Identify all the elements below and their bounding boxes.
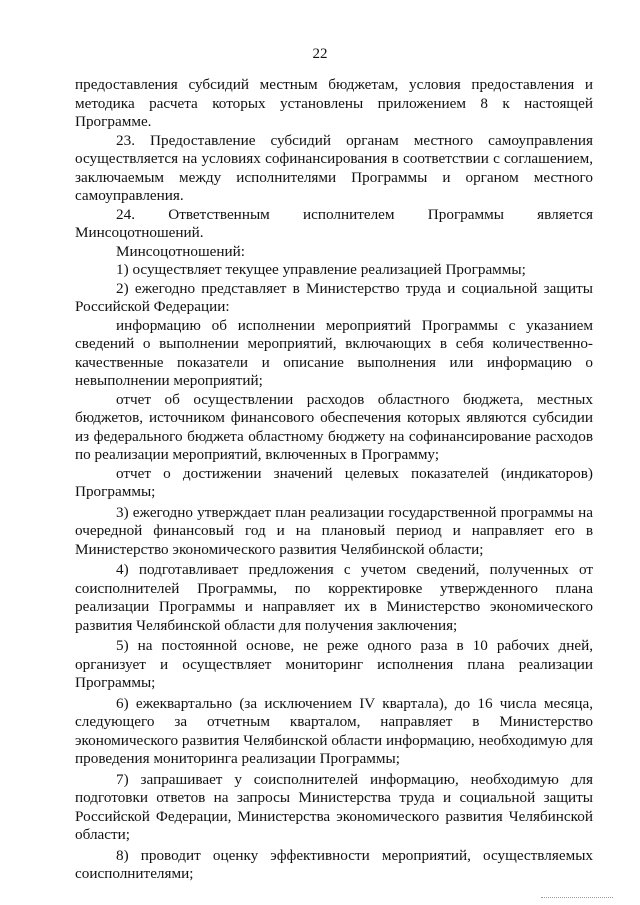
page-number: 22 [312, 46, 328, 62]
sub-item-indicators-report: отчет о достижении значений целевых показателей (индикаторов) Программы; [75, 464, 593, 500]
list-item-5: 5) на постоянной основе, не реже одного раза в 10 рабочих дней, организует и осуществляет мониторинг исполнения плана реализации Программы; [75, 637, 593, 691]
list-item-6: 6) ежеквартально (за исключением IV квартала), до 16 числа месяца, следующего за отчетным кварталом, направляет в Министерство экономического развития Челябинской области информацию, необходимую для проведения мониторинга реализации Программы; [75, 694, 593, 767]
sub-item-expense-report: отчет об осуществлении расходов областного бюджета, местных бюджетов, источником финансового обеспечения которых являются субсидии из федерального бюджета областному бюджету на софинансирование расходов по реализации мероприятий, включенных в Программу; [75, 390, 593, 463]
list-item-8: 8) проводит оценку эффективности мероприятий, осуществляемых соисполнителями; [75, 846, 593, 882]
paragraph-item-24: 24. Ответственным исполнителем Программы является Минсоцотношений. [75, 205, 593, 241]
list-item-4: 4) подготавливает предложения с учетом сведений, полученных от соисполнителей Программы, по корректировке утвержденного плана реализации Программы и направляет их в Министерство экономического развития Челябинской области для получения заключения; [75, 561, 593, 634]
list-item-1: 1) осуществляет текущее управление реализацией Программы; [116, 261, 526, 278]
sub-item-information: информацию об исполнении мероприятий Программы с указанием сведений о выполнении мероприятий, включающих в себя количественно-качественные показатели и описание выполнения или информацию о невыполнении мероприятий; [75, 316, 593, 389]
footer-dotted-rule [541, 897, 613, 898]
document-body [75, 76, 593, 884]
paragraph-item-23: 23. Предоставление субсидий органам местного самоуправления осуществляется на условиях софинансирования в соответствии с соглашением, заключаемым между исполнителями Программы и органом местного самоуправления. [75, 131, 593, 204]
list-item-2: 2) ежегодно представляет в Министерство труда и социальной защиты Российской Федерации: [75, 279, 593, 315]
list-item-3: 3) ежегодно утверждает план реализации государственной программы на очередной финансовый год и на плановый период и направляет его в Министерство экономического развития Челябинской области; [75, 503, 593, 558]
paragraph-continuation: предоставления субсидий местным бюджетам, условия предоставления и методика расчета которых установлены приложением 8 к настоящей Программе. [75, 76, 593, 130]
paragraph-ministry-heading: Минсоцотношений: [116, 242, 246, 260]
list-item-7: 7) запрашивает у соисполнителей информацию, необходимую для подготовки ответов на запросы Министерства труда и социальной защиты Российской Федерации, Министерства экономического развития Челябинской области; [75, 770, 593, 843]
